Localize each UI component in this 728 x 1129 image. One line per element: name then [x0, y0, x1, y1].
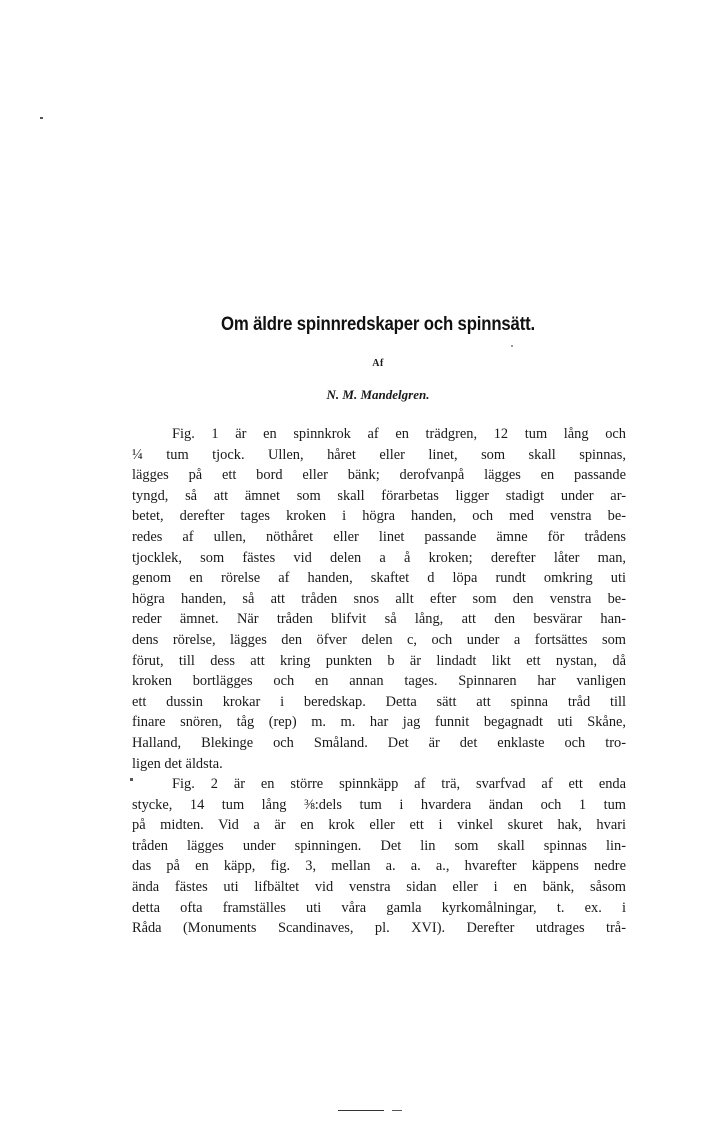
article-title: Om äldre spinnredskaper och spinnsätt. [220, 313, 536, 335]
text-line: förut, till dess att kring punkten b är lindadt likt ett nystan, då [132, 652, 626, 669]
paragraph-2 [132, 774, 626, 939]
text-line: på midten. Vid a är en krok eller ett i vinkel skuret hak, hvari [132, 817, 626, 834]
text-line: genom en rörelse af handen, skaftet d löpa rundt omkring uti [132, 570, 626, 587]
text-line: kroken bortlägges och en annan tages. Spinnaren har vanligen [132, 673, 626, 690]
text-line: lägges på ett bord eller bänk; derofvanpå lägges en passande [132, 467, 626, 484]
text-line: finare snören, tåg (rep) m. m. har jag funnit begagnadt uti Skåne, [132, 714, 626, 731]
text-line: Halland, Blekinge och Småland. Det är det enklaste och tro- [132, 734, 626, 751]
text-line: ¼ tum tjock. Ullen, håret eller linet, som skall spinnas, [132, 446, 626, 463]
margin-speck [511, 345, 513, 347]
body-text [132, 424, 626, 939]
text-line: betet, derefter tages kroken i högra handen, och med venstra be- [132, 508, 626, 525]
author-name: N. M. Mandelgren. [326, 387, 430, 402]
text-line: tjocklek, som fästes vid delen a å kroken; derefter låter man, [132, 549, 626, 566]
text-line: reder ämnet. När tråden blifvit så lång, att den besvärar han- [132, 611, 626, 628]
text-line: Fig. 1 är en spinnkrok af en trädgren, 12 tum lång och [172, 426, 626, 442]
text-line: das på en käpp, fig. 3, mellan a. a. a., hvarefter käppens nedre [132, 858, 626, 875]
text-line: ett dussin krokar i beredskap. Detta sätt att spinna tråd till [132, 693, 626, 710]
margin-speck [40, 117, 43, 119]
paragraph-1 [132, 424, 626, 774]
text-line: redes af ullen, nöthåret eller linet passande ämne för trådens [132, 528, 626, 545]
text-line: tråden lägges under spinningen. Det lin som skall spinnas lin- [132, 837, 626, 854]
footer-rule [338, 1110, 384, 1111]
text-line: Råda (Monuments Scandinaves, pl. XVI). Derefter utdrages trå- [132, 920, 626, 937]
text-line: ligen det äldsta. [132, 755, 223, 772]
byline-prefix: Af [372, 358, 384, 369]
footer-rule [392, 1110, 402, 1111]
text-line: högra handen, så att tråden snos allt efter som den venstra be- [132, 590, 626, 607]
text-line: dens rörelse, lägges den öfver delen c, och under a fortsättes som [132, 631, 626, 648]
text-line: detta ofta framställes uti våra gamla kyrkomålningar, t. ex. i [132, 899, 626, 916]
text-line: tyngd, så att ämnet som skall förarbetas ligger stadigt under ar- [132, 487, 626, 504]
text-line: ända fästes uti lifbältet vid venstra sidan eller i en bänk, såsom [132, 879, 626, 896]
text-line: stycke, 14 tum lång ⅜:dels tum i hvardera ändan och 1 tum [132, 796, 626, 813]
text-line: Fig. 2 är en större spinnkäpp af trä, svarfvad af ett enda [172, 776, 626, 793]
